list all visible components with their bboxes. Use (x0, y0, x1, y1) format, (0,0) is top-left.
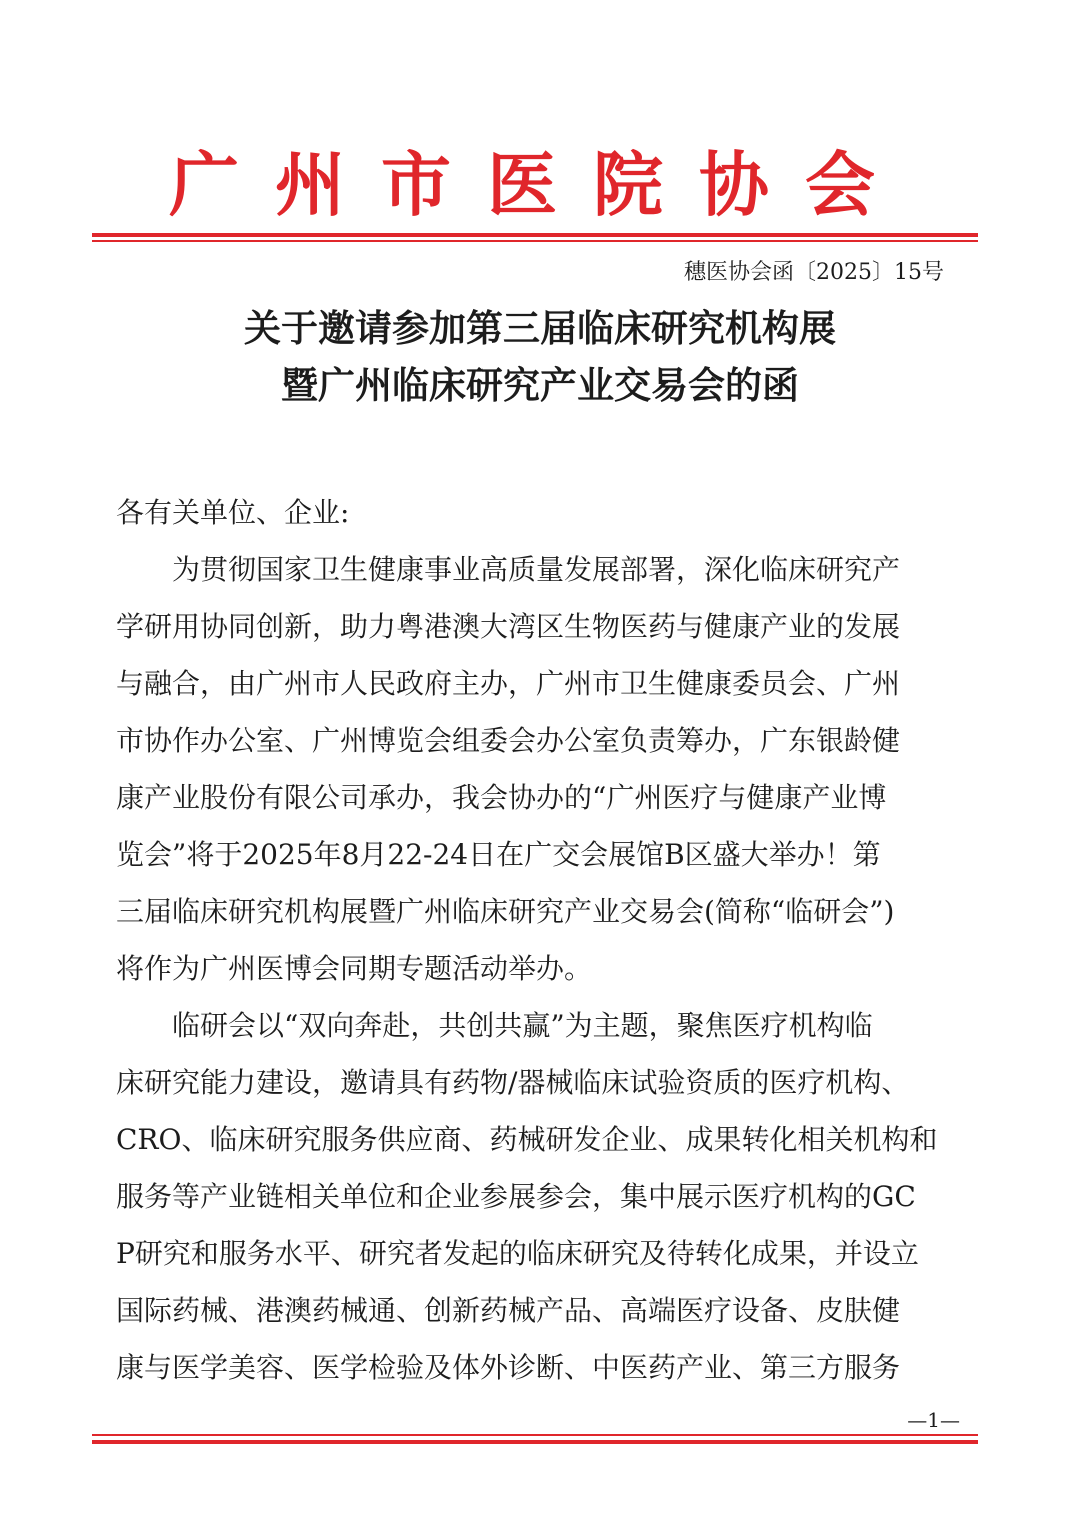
body-line: 览会”将于2025年8月22-24日在广交会展馆B区盛大举办！第 (116, 838, 881, 871)
body-line: 临研会以“双向奔赴，共创共赢”为主题，聚焦医疗机构临 (116, 1009, 873, 1042)
body-line: 康与医学美容、医学检验及体外诊断、中医药产业、第三方服务 (116, 1351, 901, 1384)
body-line: 康产业股份有限公司承办，我会协办的“广州医疗与健康产业博 (116, 781, 887, 814)
body-line: 床研究能力建设，邀请具有药物/器械临床试验资质的医疗机构、 (116, 1066, 910, 1099)
letterhead-rule-thin (92, 240, 978, 242)
body-line: 为贯彻国家卫生健康事业高质量发展部署，深化临床研究产 (116, 553, 901, 586)
footer-rule-thin (92, 1434, 978, 1436)
footer-rule-thick (92, 1440, 978, 1444)
body-line: CRO、临床研究服务供应商、药械研发企业、成果转化相关机构和 (116, 1123, 938, 1156)
body-line: 将作为广州医博会同期专题活动举办。 (116, 952, 593, 985)
body-line: 服务等产业链相关单位和企业参展参会，集中展示医疗机构的GC (116, 1180, 916, 1213)
salutation: 各有关单位、企业: (116, 496, 350, 529)
body-line: 学研用协同创新，助力粤港澳大湾区生物医药与健康产业的发展 (116, 610, 901, 643)
body-line: 国际药械、港澳药械通、创新药械产品、高端医疗设备、皮肤健 (116, 1294, 901, 1327)
body-line: 三届临床研究机构展暨广州临床研究产业交易会(简称“临研会”) (116, 895, 895, 928)
document-title-line-1: 关于邀请参加第三届临床研究机构展 (244, 307, 836, 350)
page-number: —1— (907, 1408, 960, 1432)
document-number: 穗医协会函〔2025〕15号 (684, 260, 944, 285)
document-title-line-2: 暨广州临床研究产业交易会的函 (281, 364, 799, 407)
letterhead-organization: 广州市医院协会 (169, 144, 911, 226)
letterhead-rule-thick (92, 233, 978, 237)
body-line: P研究和服务水平、研究者发起的临床研究及待转化成果，并设立 (116, 1237, 919, 1270)
body-line: 市协作办公室、广州博览会组委会办公室负责筹办，广东银龄健 (116, 724, 901, 757)
body-line: 与融合，由广州市人民政府主办，广州市卫生健康委员会、广州 (116, 667, 901, 700)
